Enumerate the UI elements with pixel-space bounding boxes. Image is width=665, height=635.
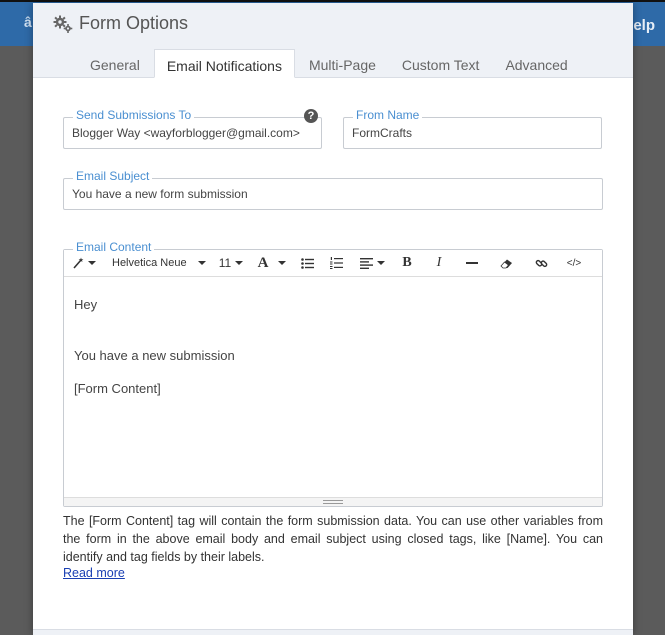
from-name-value: FormCrafts: [352, 126, 412, 140]
tab-email-notifications[interactable]: Email Notifications: [154, 49, 295, 78]
content-blank-line: [74, 313, 592, 329]
gears-icon: [53, 14, 73, 34]
code-icon: </>: [566, 257, 582, 269]
text-color-dropdown[interactable]: [252, 252, 292, 274]
magic-wand-icon: [72, 257, 84, 269]
font-size-value: 11: [218, 256, 232, 270]
font-family-dropdown[interactable]: [102, 252, 210, 274]
tab-bar: [78, 49, 582, 78]
chevron-down-icon: [278, 261, 286, 265]
email-content-label: Email Content: [73, 240, 154, 254]
content-line-submission: You have a new submission: [74, 348, 235, 363]
modal-footer: [33, 629, 633, 635]
numbered-list-icon: [330, 257, 343, 269]
modal-header: [33, 3, 633, 78]
horizontal-rule-icon: [466, 261, 478, 265]
editor-toolbar: [64, 250, 602, 277]
tab-multi-page[interactable]: Multi-Page: [308, 57, 376, 73]
italic-icon: I: [436, 255, 442, 270]
paragraph-align-dropdown[interactable]: [354, 252, 390, 274]
clear-formatting-button[interactable]: [490, 252, 522, 274]
content-greeting: Hey: [74, 297, 98, 312]
tab-general[interactable]: General: [90, 57, 140, 73]
email-subject-label: Email Subject: [73, 169, 152, 183]
background-app-icon: â: [24, 14, 32, 30]
modal-title: [53, 13, 188, 34]
code-view-button[interactable]: [560, 252, 588, 274]
modal-title-text: Form Options: [79, 13, 189, 33]
insert-link-button[interactable]: [526, 252, 556, 274]
content-line-form-content: [Form Content]: [74, 381, 161, 396]
link-icon: [535, 257, 548, 270]
chevron-down-icon: [377, 261, 385, 265]
editor-content-area[interactable]: [64, 277, 602, 497]
send-submissions-to-label: Send Submissions To: [73, 108, 194, 122]
horizontal-rule-button[interactable]: [458, 252, 486, 274]
from-name-label: From Name: [353, 108, 422, 122]
unordered-list-button[interactable]: [296, 252, 318, 274]
content-blank-line: [74, 329, 592, 348]
italic-button[interactable]: [424, 252, 454, 274]
send-submissions-to-value: Blogger Way <wayforblogger@gmail.com>: [72, 126, 300, 140]
editor-resize-handle[interactable]: [64, 497, 602, 506]
send-submissions-to-field[interactable]: [63, 108, 322, 149]
help-text: The [Form Content] tag will contain the form submission data. You can use other variables from the form in the above email body and email subject using closed tags, like [Name]. You can identify and tag fields by their labels.: [63, 514, 603, 564]
background-help-link[interactable]: elp: [633, 17, 655, 34]
style-magic-wand-dropdown[interactable]: [70, 252, 98, 274]
font-size-dropdown[interactable]: [214, 252, 248, 274]
text-color-icon: A: [257, 254, 269, 271]
font-family-value: Helvetica Neue: [112, 257, 187, 269]
form-options-modal: [33, 3, 633, 635]
grip-icon: [323, 500, 343, 504]
eraser-icon: [500, 258, 513, 269]
chevron-down-icon: [198, 261, 206, 265]
read-more-link[interactable]: Read more: [63, 566, 125, 580]
from-name-field[interactable]: [343, 108, 602, 149]
bold-button[interactable]: [394, 252, 420, 274]
chevron-down-icon: [235, 261, 243, 265]
help-icon[interactable]: ?: [304, 109, 318, 123]
bulleted-list-icon: [301, 258, 314, 269]
email-subject-value: You have a new form submission: [72, 187, 248, 201]
tab-advanced[interactable]: Advanced: [505, 57, 568, 73]
email-content-editor: [63, 240, 603, 507]
align-left-icon: [360, 258, 373, 269]
email-subject-field[interactable]: [63, 169, 603, 210]
ordered-list-button[interactable]: [322, 252, 350, 274]
tab-custom-text[interactable]: Custom Text: [401, 57, 480, 73]
bold-icon: B: [402, 255, 412, 270]
chevron-down-icon: [88, 261, 96, 265]
